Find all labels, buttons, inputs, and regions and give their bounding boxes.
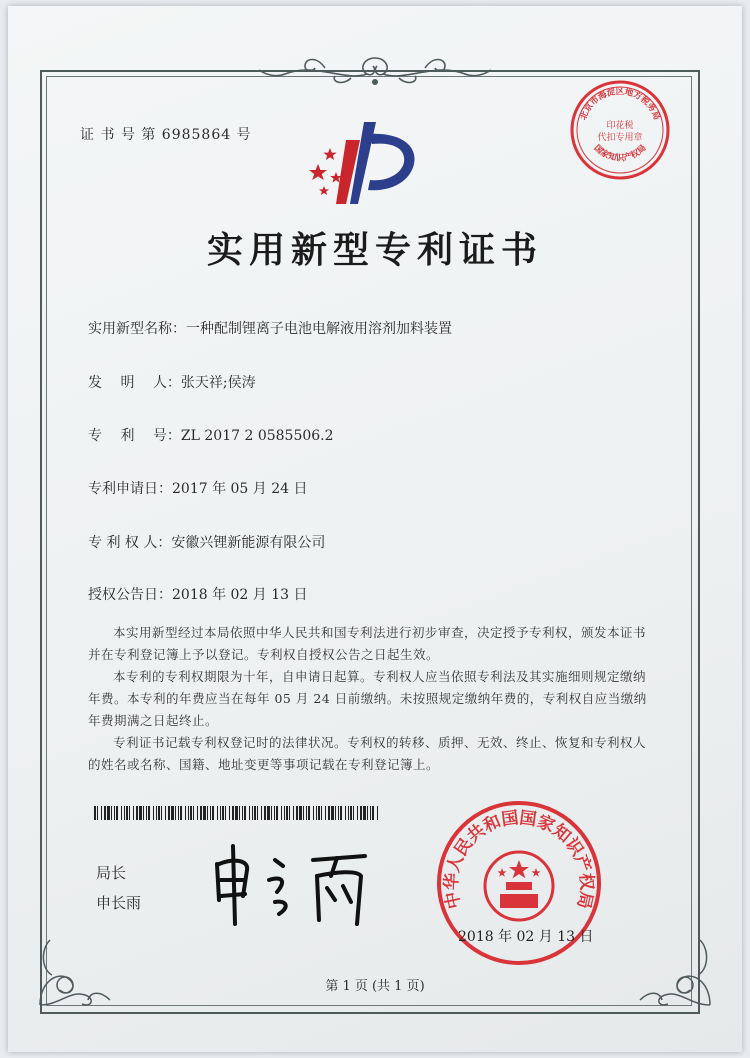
barcode bbox=[94, 806, 384, 820]
tax-seal-line2: 代扣专用章 bbox=[597, 133, 643, 143]
field-value: 2017 年 05 月 24 日 bbox=[172, 481, 308, 497]
field-value: 一种配制锂离子电池电解液用溶剂加料装置 bbox=[186, 321, 452, 337]
official-seal-ring-text: 中华人民共和国国家知识产权局 bbox=[441, 808, 597, 911]
signature bbox=[205, 840, 375, 930]
body-paragraph-2: 本专利的专利权期限为十年，自申请日起算。专利权人应当依照专利法及其实施细则规定缴纳年费。本专利的年费应当在每年 05 月 24 日前缴纳。未按照规定缴纳年费的，专利权自应当缴纳年费期满之日起终止。 bbox=[88, 669, 647, 728]
field-application-date bbox=[88, 478, 308, 498]
signatory-title: 局长 bbox=[96, 864, 127, 882]
corner-ornament-bottom-right bbox=[630, 930, 720, 1010]
certificate-title: 实用新型专利证书 bbox=[206, 230, 543, 271]
page-number: 第 1 页 (共 1 页) bbox=[325, 979, 425, 994]
field-label: 专利申请日： bbox=[88, 481, 172, 497]
tax-seal-bottom-text: 国家知识产权局 bbox=[591, 143, 649, 164]
field-label: 专 利 权 人： bbox=[88, 535, 172, 551]
field-label: 授权公告日： bbox=[88, 587, 172, 603]
tax-seal-line1: 印花税 bbox=[606, 121, 634, 131]
field-label: 实用新型名称： bbox=[88, 321, 186, 337]
signatory-name: 申长雨 bbox=[96, 894, 142, 912]
field-value: ZL 2017 2 0585506.2 bbox=[180, 428, 334, 444]
field-utility-name bbox=[88, 318, 452, 338]
field-value: 安徽兴锂新能源有限公司 bbox=[171, 535, 326, 551]
issue-date: 2018 年 02 月 13 日 bbox=[458, 929, 594, 945]
body-paragraph-3: 专利证书记载专利权登记时的法律状况。专利权的转移、质押、无效、终止、恢复和专利权人的姓名或名称、国籍、地址变更等事项记载在专利登记簿上。 bbox=[88, 735, 647, 772]
corner-ornament-bottom-left bbox=[30, 930, 120, 1010]
body-paragraph-1: 本实用新型经过本局依照中华人民共和国专利法进行初步审查，决定授予专利权，颁发本证书并在专利登记簿上予以登记。专利权自授权公告之日起生效。 bbox=[88, 625, 647, 662]
field-label: 发 明 人： bbox=[88, 375, 181, 391]
top-ornament bbox=[255, 52, 495, 88]
field-value: 张天祥;侯涛 bbox=[180, 375, 256, 391]
certificate-body bbox=[88, 622, 648, 776]
svg-text:国家知识产权局 bbox=[592, 143, 649, 164]
field-patentee bbox=[88, 532, 325, 552]
field-label: 专 利 号： bbox=[88, 428, 181, 444]
patent-office-logo bbox=[306, 120, 426, 206]
tax-stamp-seal bbox=[568, 78, 672, 182]
tax-seal-ring-text: 北京市海淀区地方税务局 bbox=[578, 87, 662, 122]
field-grant-date bbox=[88, 584, 308, 604]
field-patent-number bbox=[88, 425, 334, 445]
field-value: 2018 年 02 月 13 日 bbox=[172, 587, 308, 603]
certificate-number: 证 书 号 第 6985864 号 bbox=[80, 127, 252, 143]
field-inventor bbox=[88, 372, 256, 392]
